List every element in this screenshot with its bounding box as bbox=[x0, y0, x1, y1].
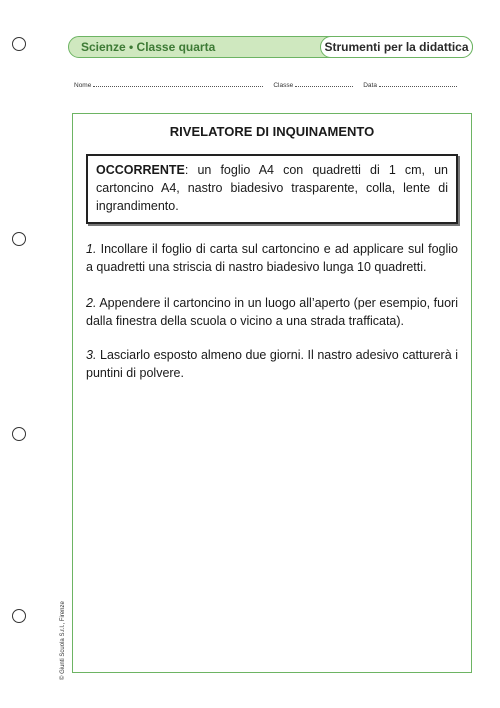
step-text: Incollare il foglio di carta sul cartoncino e ad applicare sul foglio a quadretti una striscia di nastro biadesivo lunga 10 quadretti. bbox=[86, 242, 458, 274]
copyright-notice: © Giunti Scuola S.r.l., Firenze bbox=[60, 601, 66, 680]
worksheet-title: RIVELATORE DI INQUINAMENTO bbox=[169, 124, 375, 139]
step-1 bbox=[86, 240, 458, 276]
date-field[interactable] bbox=[379, 81, 457, 87]
punch-hole bbox=[12, 427, 26, 441]
header-bar bbox=[68, 36, 473, 58]
step-text: Lasciarlo esposto almeno due giorni. Il nastro adesivo catturerà i puntini di polvere. bbox=[86, 348, 458, 380]
name-label: Nome bbox=[74, 82, 92, 89]
class-label: Classe bbox=[273, 82, 294, 89]
section-pill bbox=[320, 36, 473, 58]
materials-text: : un foglio A4 con quadretti di 1 cm, un cartoncino A4, nastro biadesivo trasparente, colla, lente di ingrandimento. bbox=[96, 163, 448, 213]
name-field[interactable] bbox=[93, 81, 263, 87]
punch-hole bbox=[12, 232, 26, 246]
class-field[interactable] bbox=[295, 81, 353, 87]
step-2 bbox=[86, 294, 458, 330]
step-3 bbox=[86, 346, 458, 382]
section-label: Strumenti per la didattica bbox=[324, 40, 469, 54]
materials-box bbox=[86, 154, 458, 224]
subject-label: Scienze • Classe quarta bbox=[81, 40, 216, 54]
worksheet-box bbox=[72, 113, 472, 673]
student-info-line bbox=[74, 81, 474, 89]
punch-hole bbox=[12, 37, 26, 51]
date-label: Data bbox=[363, 82, 377, 89]
punch-hole bbox=[12, 609, 26, 623]
step-text: Appendere il cartoncino in un luogo all’aperto (per esempio, fuori dalla finestra della scuola o vicino a una strada trafficata). bbox=[86, 296, 458, 328]
step-number: 3. bbox=[86, 348, 97, 362]
materials-label: OCCORRENTE bbox=[96, 163, 185, 177]
step-number: 2. bbox=[86, 296, 97, 310]
step-number: 1. bbox=[86, 242, 97, 256]
